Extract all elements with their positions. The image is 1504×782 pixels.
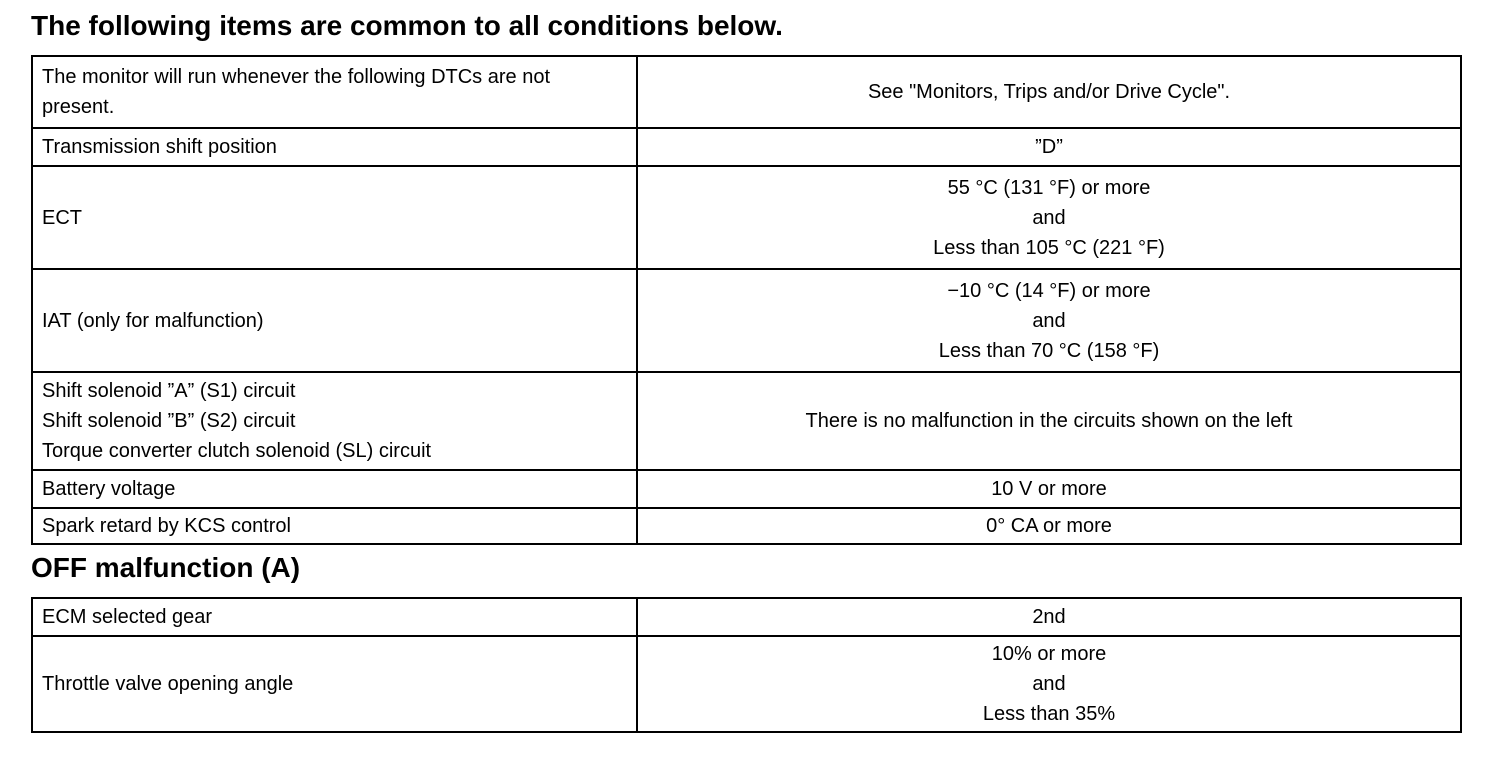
table-row-throttle-valve-angle xyxy=(32,636,1461,732)
table-row-ecm-selected-gear xyxy=(32,598,1461,636)
condition-value-cell xyxy=(637,166,1461,269)
condition-value-text: ”D” xyxy=(1035,136,1063,158)
condition-item-text: The monitor will run whenever the following DTCs are not xyxy=(42,66,550,88)
condition-item-text: Battery voltage xyxy=(42,478,176,500)
condition-value-text: Less than 70 °C (158 °F) xyxy=(938,339,1160,362)
condition-value-text: Less than 105 °C (221 °F) xyxy=(933,236,1165,259)
condition-value-cell xyxy=(637,508,1461,544)
condition-item-text: Shift solenoid ”B” (S2) circuit xyxy=(42,410,296,432)
section-heading-common: The following items are common to all conditions below. xyxy=(31,10,783,41)
table-row-shift-position xyxy=(32,128,1461,166)
condition-value-cell xyxy=(637,372,1461,470)
condition-value-text: and xyxy=(1032,673,1066,695)
condition-value-cell xyxy=(637,128,1461,166)
condition-item-cell xyxy=(32,56,637,128)
condition-item-cell xyxy=(32,128,637,166)
condition-value-text: 0° CA or more xyxy=(986,515,1112,537)
condition-item-text: Shift solenoid ”A” (S1) circuit xyxy=(42,380,296,402)
condition-item-cell xyxy=(32,372,637,470)
condition-value-text: 10 V or more xyxy=(991,478,1107,500)
condition-value-cell xyxy=(637,598,1461,636)
table-row-ect xyxy=(32,166,1461,269)
condition-value-cell xyxy=(637,636,1461,732)
condition-value-text: and xyxy=(1032,206,1066,229)
condition-value-text: See "Monitors, Trips and/or Drive Cycle". xyxy=(867,81,1231,103)
table-row-battery-voltage xyxy=(32,470,1461,508)
table-row-dtc-monitor xyxy=(32,56,1461,128)
condition-value-text: There is no malfunction in the circuits shown on the left xyxy=(805,410,1293,432)
condition-value-cell xyxy=(637,269,1461,372)
condition-value-text: −10 °C (14 °F) or more xyxy=(947,279,1151,302)
condition-item-cell xyxy=(32,598,637,636)
condition-item-cell xyxy=(32,269,637,372)
table-row-solenoid-circuits xyxy=(32,372,1461,470)
condition-value-text: 2nd xyxy=(1032,606,1066,628)
table-row-iat xyxy=(32,269,1461,372)
condition-item-text: ECT xyxy=(42,206,82,229)
condition-value-cell xyxy=(637,56,1461,128)
section-heading-off-malfunction: OFF malfunction (A) xyxy=(31,552,301,583)
condition-item-cell xyxy=(32,166,637,269)
common-conditions-table xyxy=(31,55,1462,545)
condition-item-cell xyxy=(32,470,637,508)
condition-item-cell xyxy=(32,508,637,544)
condition-item-text: Transmission shift position xyxy=(42,136,277,158)
condition-item-text: Spark retard by KCS control xyxy=(42,515,291,537)
off-malfunction-table xyxy=(31,597,1462,733)
condition-item-text: present. xyxy=(42,96,115,118)
condition-value-text: and xyxy=(1032,309,1066,332)
condition-value-text: 10% or more xyxy=(991,643,1107,665)
condition-value-text: 55 °C (131 °F) or more xyxy=(947,176,1151,199)
condition-item-text: ECM selected gear xyxy=(42,606,213,628)
condition-value-text: Less than 35% xyxy=(982,703,1116,725)
condition-item-text: Torque converter clutch solenoid (SL) circuit xyxy=(42,440,432,462)
table-row-kcs-spark-retard xyxy=(32,508,1461,544)
condition-item-text: Throttle valve opening angle xyxy=(42,673,294,695)
condition-item-cell xyxy=(32,636,637,732)
condition-item-text: IAT (only for malfunction) xyxy=(42,309,264,332)
condition-value-cell xyxy=(637,470,1461,508)
